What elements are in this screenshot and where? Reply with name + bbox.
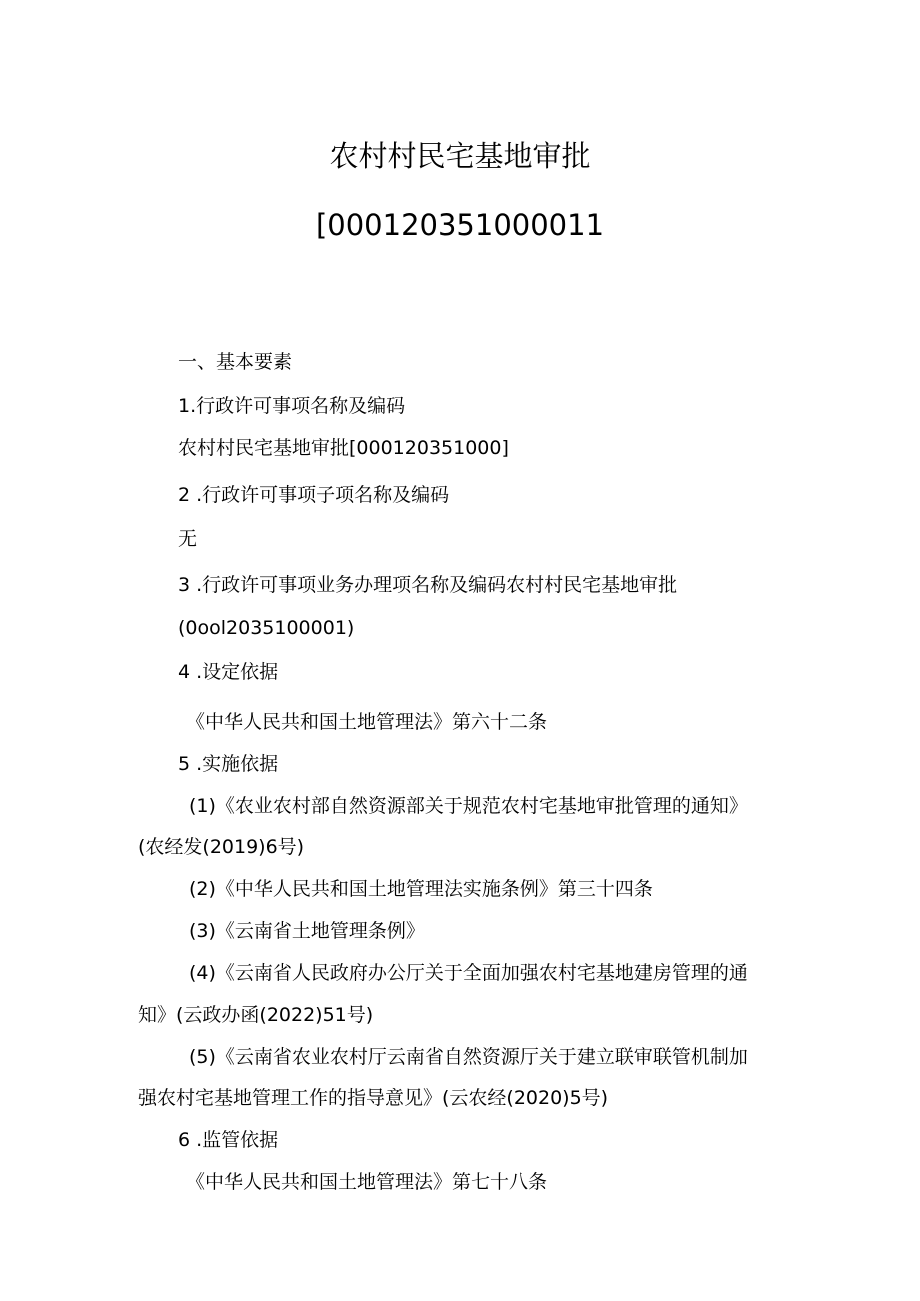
item-4-content: 《中华人民共和国土地管理法》第六十二条 bbox=[186, 711, 548, 733]
item-1-heading: 1.行政许可事项名称及编码 bbox=[178, 395, 406, 417]
item-2-heading: 2 .行政许可事项子项名称及编码 bbox=[178, 484, 450, 506]
item-3-heading: 3 .行政许可事项业务办理项名称及编码农村村民宅基地审批 bbox=[178, 574, 678, 596]
item-5-basis-4: (4)《云南省人民政府办公厅关于全面加强农村宅基地建房管理的通 bbox=[189, 962, 748, 984]
item-5-basis-4-cont: 知》(云政办函(2022)51号) bbox=[138, 1004, 374, 1026]
item-5-basis-5-cont: 强农村宅基地管理工作的指导意见》(云农经(2020)5号) bbox=[138, 1087, 609, 1109]
item-5-basis-3: (3)《云南省土地管理条例》 bbox=[189, 920, 425, 942]
section-heading-basic-elements: 一、基本要素 bbox=[178, 351, 293, 373]
item-6-content: 《中华人民共和国土地管理法》第七十八条 bbox=[186, 1171, 548, 1193]
item-5-basis-1: (1)《农业农村部自然资源部关于规范农村宅基地审批管理的通知》 bbox=[189, 795, 748, 817]
item-5-basis-5: (5)《云南省农业农村厅云南省自然资源厅关于建立联审联管机制加 bbox=[189, 1046, 748, 1068]
item-4-heading: 4 .设定依据 bbox=[178, 661, 279, 683]
item-5-basis-2: (2)《中华人民共和国土地管理法实施条例》第三十四条 bbox=[189, 878, 653, 900]
document-title: 农村村民宅基地审批 bbox=[329, 139, 591, 173]
item-2-content: 无 bbox=[178, 528, 198, 550]
document-code: [000120351000011 bbox=[315, 208, 605, 242]
item-1-content: 农村村民宅基地审批[000120351000] bbox=[178, 437, 509, 459]
item-6-heading: 6 .监管依据 bbox=[178, 1129, 279, 1151]
item-3-code: (0ool2035100001) bbox=[178, 617, 355, 639]
item-5-heading: 5 .实施依据 bbox=[178, 753, 279, 775]
item-5-basis-1-doc-no: (农经发(2019)6号) bbox=[138, 836, 305, 858]
